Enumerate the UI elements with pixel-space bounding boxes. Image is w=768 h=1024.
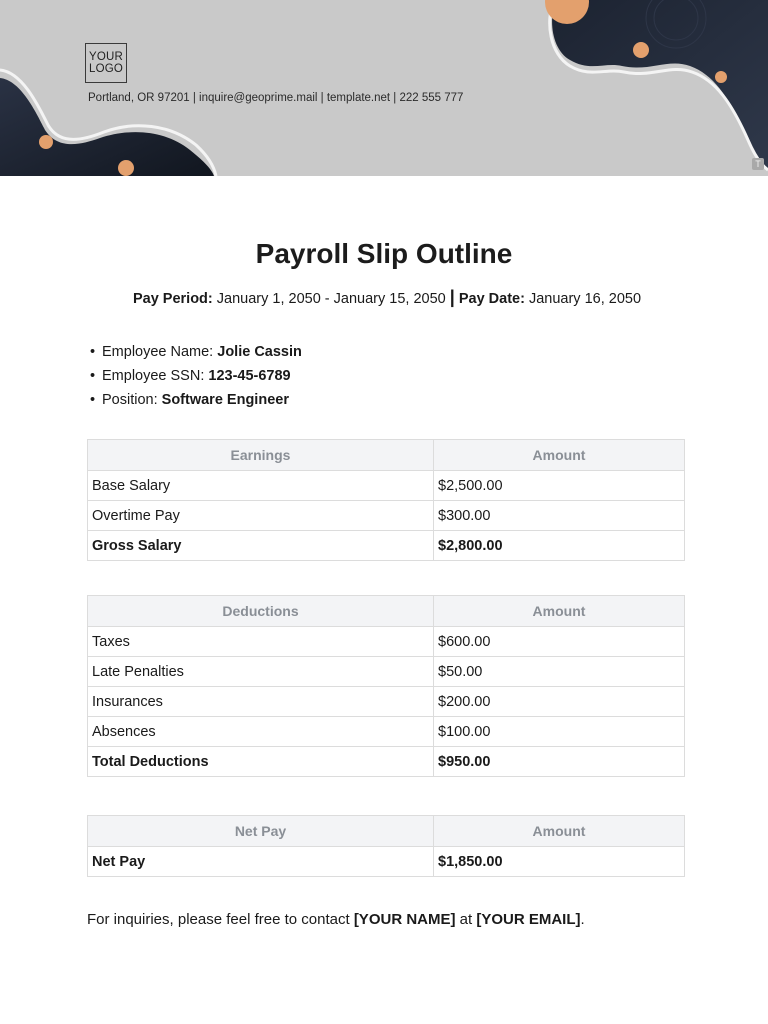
document-title: Payroll Slip Outline bbox=[255, 238, 513, 269]
orange-dot bbox=[118, 160, 134, 176]
pay-period-line bbox=[0, 287, 768, 308]
bullet-icon: • bbox=[90, 344, 96, 360]
inquiry-note bbox=[87, 911, 585, 928]
table-row bbox=[88, 501, 685, 531]
header-banner bbox=[0, 0, 768, 176]
table-header: Amount bbox=[434, 440, 685, 471]
employee-name-value: Jolie Cassin bbox=[217, 344, 302, 360]
position-value: Software Engineer bbox=[161, 392, 289, 408]
table-cell: Overtime Pay bbox=[88, 501, 434, 531]
list-item bbox=[90, 389, 302, 413]
logo-line-1: YOUR bbox=[88, 51, 124, 63]
table-cell: Insurances bbox=[88, 687, 434, 717]
table-cell: $100.00 bbox=[434, 717, 685, 747]
decorative-waves bbox=[0, 0, 768, 176]
table-total-row bbox=[88, 847, 685, 877]
template-mark-icon: T bbox=[752, 158, 764, 170]
table-header: Net Pay bbox=[88, 816, 434, 847]
table-cell: $50.00 bbox=[434, 657, 685, 687]
pay-date-label: Pay Date: bbox=[458, 291, 525, 307]
list-item bbox=[90, 365, 302, 389]
table-header: Amount bbox=[434, 816, 685, 847]
logo-line-2: LOGO bbox=[88, 63, 124, 75]
pay-date-value: January 16, 2050 bbox=[528, 291, 642, 307]
table-row bbox=[88, 717, 685, 747]
table-cell: Late Penalties bbox=[88, 657, 434, 687]
earnings-table bbox=[87, 439, 685, 561]
table-cell: $950.00 bbox=[434, 747, 685, 777]
table-header-row bbox=[88, 816, 685, 847]
employee-info-list bbox=[90, 341, 302, 413]
footer-text: For inquiries, please feel free to contact bbox=[87, 911, 354, 928]
orange-dot bbox=[39, 135, 53, 149]
table-cell: $300.00 bbox=[434, 501, 685, 531]
footer-text: at bbox=[455, 911, 477, 928]
separator: | bbox=[449, 287, 455, 307]
table-cell: $600.00 bbox=[434, 627, 685, 657]
bullet-icon: • bbox=[90, 368, 96, 384]
table-row bbox=[88, 471, 685, 501]
list-item bbox=[90, 341, 302, 365]
employee-name-label: Employee Name: bbox=[102, 344, 214, 360]
orange-dot bbox=[633, 42, 649, 58]
table-row bbox=[88, 627, 685, 657]
table-cell: Taxes bbox=[88, 627, 434, 657]
contact-info: Portland, OR 97201 | inquire@geoprime.mail | template.net | 222 555 777 bbox=[88, 92, 464, 104]
table-cell: Base Salary bbox=[88, 471, 434, 501]
pay-period-value: January 1, 2050 - January 15, 2050 bbox=[216, 291, 446, 307]
contact-name-placeholder: [YOUR NAME] bbox=[353, 911, 456, 928]
table-row bbox=[88, 687, 685, 717]
table-header-row bbox=[88, 596, 685, 627]
table-cell: $1,850.00 bbox=[434, 847, 685, 877]
table-total-row bbox=[88, 531, 685, 561]
employee-ssn-value: 123-45-6789 bbox=[208, 368, 291, 384]
pay-period-label: Pay Period: bbox=[132, 291, 213, 307]
table-total-row bbox=[88, 747, 685, 777]
company-logo bbox=[85, 43, 127, 83]
table-header: Amount bbox=[434, 596, 685, 627]
table-header: Earnings bbox=[88, 440, 434, 471]
position-label: Position: bbox=[102, 392, 158, 408]
bullet-icon: • bbox=[90, 392, 96, 408]
orange-dot bbox=[715, 71, 727, 83]
table-header-row bbox=[88, 440, 685, 471]
table-cell: Total Deductions bbox=[88, 747, 434, 777]
table-cell: $2,800.00 bbox=[434, 531, 685, 561]
footer-text: . bbox=[580, 911, 585, 928]
table-row bbox=[88, 657, 685, 687]
table-cell: Net Pay bbox=[88, 847, 434, 877]
table-header: Deductions bbox=[88, 596, 434, 627]
deductions-table bbox=[87, 595, 685, 777]
table-cell: Absences bbox=[88, 717, 434, 747]
table-cell: $200.00 bbox=[434, 687, 685, 717]
table-cell: $2,500.00 bbox=[434, 471, 685, 501]
table-cell: Gross Salary bbox=[88, 531, 434, 561]
contact-email-placeholder: [YOUR EMAIL] bbox=[476, 911, 581, 928]
net-pay-table bbox=[87, 815, 685, 877]
employee-ssn-label: Employee SSN: bbox=[102, 368, 205, 384]
